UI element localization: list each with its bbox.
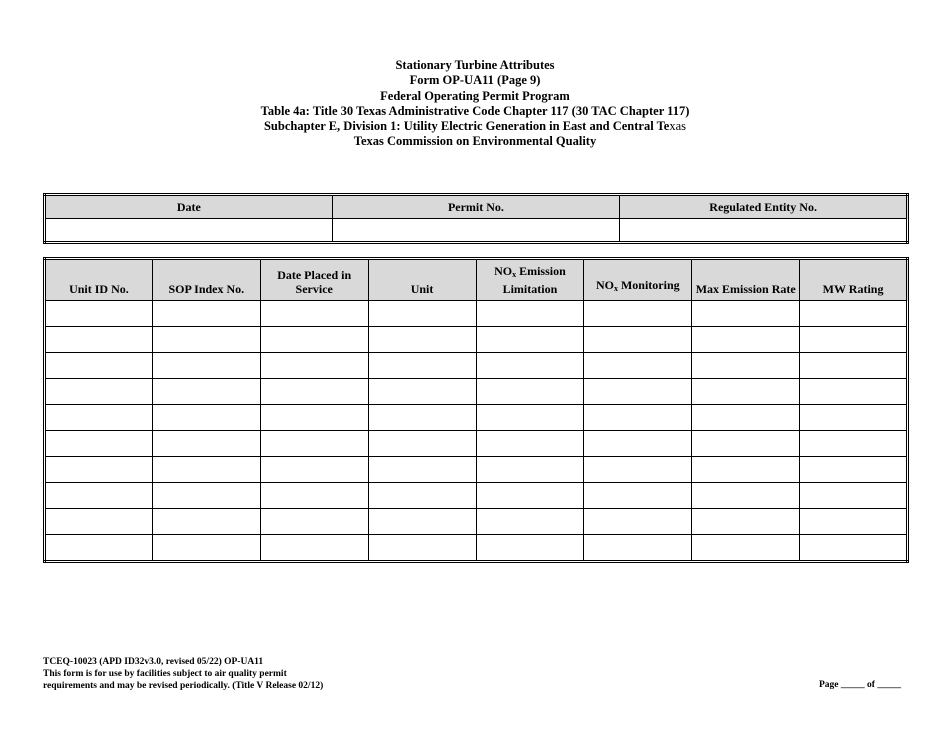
table-row xyxy=(45,405,908,431)
table-row xyxy=(45,301,908,327)
mw-rating-cell[interactable] xyxy=(800,301,908,327)
table-row xyxy=(45,353,908,379)
sop-index-cell[interactable] xyxy=(152,327,260,353)
table-row xyxy=(45,431,908,457)
form-title: Stationary Turbine Attributes xyxy=(395,58,555,72)
date-placed-header xyxy=(260,259,368,301)
form-number: Form OP-UA11 (Page 9) xyxy=(409,73,541,88)
unit-id-cell[interactable] xyxy=(45,405,153,431)
date-placed-cell[interactable] xyxy=(260,535,368,562)
unit-id-cell[interactable] xyxy=(45,457,153,483)
nox-monitoring-header xyxy=(584,259,692,301)
unit-cell[interactable] xyxy=(368,431,476,457)
nox-emission-limitation-cell[interactable] xyxy=(476,535,584,562)
form-footer xyxy=(43,656,323,692)
date-placed-cell[interactable] xyxy=(260,483,368,509)
nox-emission-limitation-cell[interactable] xyxy=(476,405,584,431)
max-emission-rate-cell[interactable] xyxy=(692,483,800,509)
max-emission-rate-cell[interactable] xyxy=(692,535,800,562)
unit-cell[interactable] xyxy=(368,535,476,562)
mw-rating-cell[interactable] xyxy=(800,483,908,509)
nox-emission-limitation-cell[interactable] xyxy=(476,379,584,405)
date-placed-cell[interactable] xyxy=(260,509,368,535)
unit-cell[interactable] xyxy=(368,379,476,405)
nox-emission-pre: NO xyxy=(494,264,513,278)
nox-monitoring-cell[interactable] xyxy=(584,379,692,405)
sop-index-cell[interactable] xyxy=(152,301,260,327)
permit-no-header: Permit No. xyxy=(332,195,620,219)
unit-id-header: Unit ID No. xyxy=(45,259,153,301)
subchapter-title xyxy=(0,119,950,134)
unit-id-cell[interactable] xyxy=(45,483,153,509)
date-placed-cell[interactable] xyxy=(260,379,368,405)
date-header: Date xyxy=(45,195,333,219)
permit-no-field[interactable] xyxy=(332,219,620,243)
date-placed-cell[interactable] xyxy=(260,353,368,379)
permit-info-table xyxy=(43,193,909,244)
max-emission-rate-cell[interactable] xyxy=(692,405,800,431)
max-emission-rate-cell[interactable] xyxy=(692,457,800,483)
form-usage-note-2: requirements and may be revised periodically. (Title V Release 02/12) xyxy=(43,681,324,691)
regulated-entity-field[interactable] xyxy=(620,219,908,243)
date-field[interactable] xyxy=(45,219,333,243)
subchapter-title-main: Subchapter E, Division 1: Utility Electric Generation in East and Central Te xyxy=(263,119,670,134)
unit-id-cell[interactable] xyxy=(45,535,153,562)
form-usage-note-1: This form is for use by facilities subject to air quality permit xyxy=(43,669,287,679)
unit-cell[interactable] xyxy=(368,509,476,535)
nox-emission-limitation-cell[interactable] xyxy=(476,483,584,509)
nox-monitoring-cell[interactable] xyxy=(584,483,692,509)
form-header xyxy=(0,58,950,150)
nox-emission-limitation-cell[interactable] xyxy=(476,327,584,353)
table-title: Table 4a: Title 30 Texas Administrative Code Chapter 117 (30 TAC Chapter 117) xyxy=(260,103,690,118)
unit-header: Unit xyxy=(368,259,476,301)
date-placed-cell[interactable] xyxy=(260,431,368,457)
date-placed-header-line1: Date Placed in xyxy=(277,268,352,282)
sop-index-cell[interactable] xyxy=(152,353,260,379)
agency-name: Texas Commission on Environmental Quality xyxy=(353,134,597,149)
sop-index-cell[interactable] xyxy=(152,535,260,562)
date-placed-cell[interactable] xyxy=(260,301,368,327)
mw-rating-cell[interactable] xyxy=(800,509,908,535)
nox-emission-limitation-cell[interactable] xyxy=(476,457,584,483)
nox-monitoring-cell[interactable] xyxy=(584,353,692,379)
nox-emission-limitation-cell[interactable] xyxy=(476,301,584,327)
nox-emission-limitation-header xyxy=(476,259,584,301)
table-row xyxy=(45,509,908,535)
date-placed-header-line2: Service xyxy=(295,282,333,296)
table-row xyxy=(45,379,908,405)
unit-id-cell[interactable] xyxy=(45,379,153,405)
sop-index-cell[interactable] xyxy=(152,483,260,509)
unit-cell[interactable] xyxy=(368,301,476,327)
table-row xyxy=(45,327,908,353)
nox-emission-limitation-cell[interactable] xyxy=(476,353,584,379)
nox-emission-post: Emission xyxy=(516,264,566,278)
mw-rating-cell[interactable] xyxy=(800,327,908,353)
nox-monitoring-cell[interactable] xyxy=(584,431,692,457)
nox-monitoring-cell[interactable] xyxy=(584,405,692,431)
nox-monitoring-post: Monitoring xyxy=(617,278,680,292)
max-emission-rate-cell[interactable] xyxy=(692,301,800,327)
max-emission-rate-header: Max Emission Rate xyxy=(692,259,800,301)
unit-rows xyxy=(45,301,908,562)
unit-cell[interactable] xyxy=(368,353,476,379)
mw-rating-header: MW Rating xyxy=(800,259,908,301)
mw-rating-cell[interactable] xyxy=(800,405,908,431)
unit-cell[interactable] xyxy=(368,457,476,483)
date-placed-cell[interactable] xyxy=(260,405,368,431)
max-emission-rate-cell[interactable] xyxy=(692,327,800,353)
nox-monitoring-sub: x xyxy=(613,284,618,293)
sop-index-cell[interactable] xyxy=(152,379,260,405)
sop-index-header: SOP Index No. xyxy=(152,259,260,301)
unit-cell[interactable] xyxy=(368,405,476,431)
table-row xyxy=(45,457,908,483)
date-placed-cell[interactable] xyxy=(260,327,368,353)
nox-limitation-line: Limitation xyxy=(502,282,558,296)
max-emission-rate-cell[interactable] xyxy=(692,509,800,535)
unit-cell[interactable] xyxy=(368,327,476,353)
page-number: Page _____ of _____ xyxy=(818,680,901,690)
nox-monitoring-cell[interactable] xyxy=(584,327,692,353)
sop-index-cell[interactable] xyxy=(152,509,260,535)
mw-rating-cell[interactable] xyxy=(800,431,908,457)
mw-rating-cell[interactable] xyxy=(800,535,908,562)
unit-id-cell[interactable] xyxy=(45,353,153,379)
sop-index-cell[interactable] xyxy=(152,405,260,431)
date-placed-cell[interactable] xyxy=(260,457,368,483)
nox-emission-limitation-cell[interactable] xyxy=(476,509,584,535)
mw-rating-cell[interactable] xyxy=(800,379,908,405)
nox-monitoring-cell[interactable] xyxy=(584,301,692,327)
sop-index-cell[interactable] xyxy=(152,457,260,483)
mw-rating-cell[interactable] xyxy=(800,457,908,483)
program-name: Federal Operating Permit Program xyxy=(380,88,570,103)
regulated-entity-header: Regulated Entity No. xyxy=(620,195,908,219)
nox-monitoring-cell[interactable] xyxy=(584,457,692,483)
turbine-attributes-table xyxy=(43,257,909,563)
nox-monitoring-cell[interactable] xyxy=(584,535,692,562)
subchapter-title-tail: xas xyxy=(669,119,686,134)
sop-index-cell[interactable] xyxy=(152,431,260,457)
unit-id-cell[interactable] xyxy=(45,431,153,457)
table-row xyxy=(45,483,908,509)
mw-rating-cell[interactable] xyxy=(800,353,908,379)
nox-monitoring-pre: NO xyxy=(595,278,614,292)
unit-id-cell[interactable] xyxy=(45,509,153,535)
nox-monitoring-cell[interactable] xyxy=(584,509,692,535)
table-row xyxy=(45,535,908,562)
nox-emission-sub: x xyxy=(512,270,517,279)
unit-id-cell[interactable] xyxy=(45,327,153,353)
unit-cell[interactable] xyxy=(368,483,476,509)
nox-emission-limitation-cell[interactable] xyxy=(476,431,584,457)
max-emission-rate-cell[interactable] xyxy=(692,431,800,457)
form-revision: TCEQ-10023 (APD ID32v3.0, revised 05/22) OP-UA11 xyxy=(43,657,264,667)
unit-id-cell[interactable] xyxy=(45,301,153,327)
max-emission-rate-cell[interactable] xyxy=(692,379,800,405)
max-emission-rate-cell[interactable] xyxy=(692,353,800,379)
